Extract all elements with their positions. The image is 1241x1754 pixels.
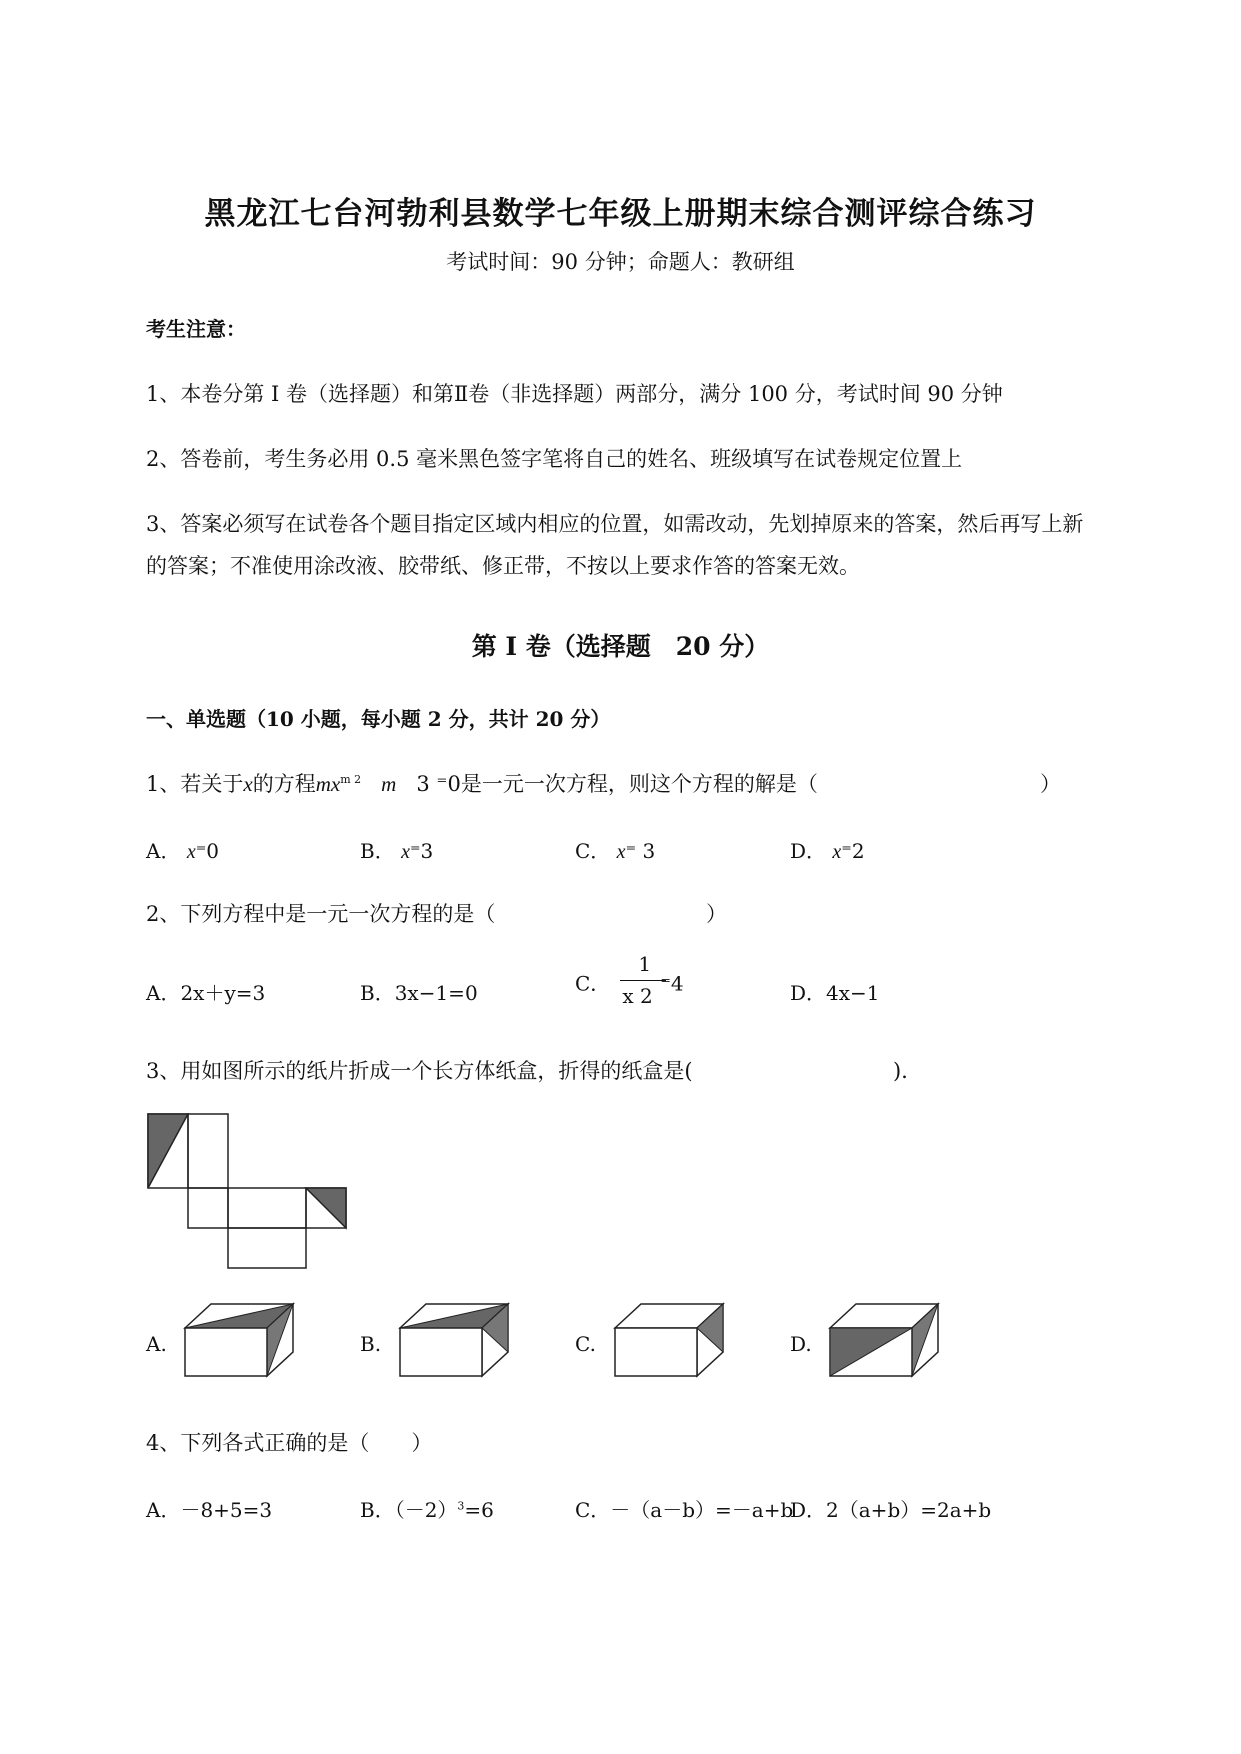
q1-var-x: x: [243, 772, 253, 796]
q4-option-a[interactable]: A．－8+5=3: [146, 1498, 273, 1522]
q1-option-d-letter: D．: [790, 839, 827, 863]
section-title: 第 I 卷（选择题 20 分）: [471, 632, 770, 661]
q1-option-c-var: x: [616, 841, 626, 863]
notice-item-3-line-1: 3、答案必须写在试卷各个题目指定区域内相应的位置，如需改动，先划掉原来的答案，然后再写上新: [146, 512, 1084, 536]
q1-eq-sup: m 2: [340, 773, 362, 786]
q1-option-c-value: ⁼ 3: [625, 839, 656, 863]
q2-close-paren: ）: [706, 902, 727, 926]
part-heading: 一、单选题（10 小题，每小题 2 分，共计 20 分）: [146, 707, 611, 731]
q4-option-b-result: =6: [464, 1498, 494, 1522]
question-4-stem: 4、下列各式正确的是（ ）: [146, 1431, 433, 1455]
q1-option-d-value: ⁼2: [841, 839, 865, 863]
q1-option-a[interactable]: [146, 835, 219, 864]
q1-option-c-letter: C．: [575, 839, 611, 863]
q2-option-c-fraction: [610, 952, 660, 1010]
q1-stem-a: 1、若关于: [146, 772, 244, 796]
q4-option-b-exponent: 3: [457, 1499, 465, 1513]
q4-option-b[interactable]: [360, 1494, 494, 1523]
q3-option-b-label[interactable]: B.: [360, 1332, 382, 1356]
question-3-stem: 3、用如图所示的纸片折成一个长方体纸盒，折得的纸盒是(: [146, 1059, 693, 1083]
q2-option-a[interactable]: A．2x＋y=3: [146, 981, 266, 1005]
q1-option-a-value: ⁼0: [195, 839, 219, 863]
q1-stem-c: 是一元一次方程，则这个方程的解是（: [460, 772, 818, 796]
q3-option-d-label[interactable]: D.: [790, 1332, 812, 1356]
q3-option-d-box[interactable]: [828, 1302, 943, 1378]
q1-option-b-letter: B．: [360, 839, 395, 863]
q3-option-c-label[interactable]: C.: [575, 1332, 596, 1356]
q2-fraction-denominator: x 2: [622, 984, 653, 1008]
q1-option-b[interactable]: [360, 835, 433, 864]
q1-eq-tail: 3 ⁼0: [416, 772, 461, 796]
q3-option-a-label[interactable]: A.: [146, 1332, 167, 1356]
q2-fraction-bar: [620, 980, 666, 981]
q2-fraction-numerator: 1: [638, 952, 652, 976]
q1-option-b-var: x: [401, 841, 410, 863]
q1-close-paren: ）: [1040, 772, 1061, 796]
q3-option-a-box[interactable]: [183, 1302, 298, 1378]
q4-option-b-base: B．（－2）: [360, 1498, 458, 1522]
q1-eq-m: m: [381, 772, 397, 796]
question-1-stem: [146, 768, 818, 798]
q1-option-a-var: x: [186, 841, 196, 863]
q1-option-d[interactable]: [790, 835, 865, 864]
exam-subtitle: 考试时间：90 分钟；命题人：教研组: [446, 250, 795, 274]
q2-option-c[interactable]: [575, 952, 684, 1010]
notice-item-2: 2、答卷前，考生务必用 0.5 毫米黑色签字笔将自己的姓名、班级填写在试卷规定位置上: [146, 447, 963, 471]
q2-option-b[interactable]: B．3x−1=0: [360, 981, 478, 1005]
q1-option-a-letter: A．: [146, 839, 181, 863]
notice-item-1: 1、本卷分第 I 卷（选择题）和第Ⅱ卷（非选择题）两部分，满分 100 分，考试时间 90 分钟: [146, 382, 1003, 406]
q3-option-c-box[interactable]: [613, 1302, 728, 1378]
q1-option-c[interactable]: [575, 835, 655, 864]
q3-close-paren: )．: [893, 1059, 923, 1083]
q3-option-b-box[interactable]: [398, 1302, 513, 1378]
notice-heading: 考生注意：: [146, 317, 246, 341]
q1-option-b-value: ⁼3: [409, 839, 434, 863]
q1-eq-mx: mx: [315, 772, 341, 796]
box-net-figure: [146, 1112, 346, 1272]
q4-option-d[interactable]: D．2（a+b）=2a+b: [790, 1498, 992, 1522]
q2-option-d[interactable]: D．4x−1: [790, 981, 880, 1005]
notice-item-3-line-2: 的答案；不准使用涂改液、胶带纸、修正带，不按以上要求作答的答案无效。: [146, 554, 860, 578]
q2-option-c-value: ⁼4: [660, 971, 684, 996]
q1-option-d-var: x: [832, 841, 842, 863]
exam-title: 黑龙江七台河勃利县数学七年级上册期末综合测评综合练习: [204, 196, 1037, 232]
q4-option-c[interactable]: C．－（a－b）=－a+b: [575, 1498, 794, 1522]
q1-stem-b: 的方程: [252, 772, 316, 796]
question-2-stem: 2、下列方程中是一元一次方程的是（: [146, 902, 496, 926]
q2-option-c-letter: C．: [575, 971, 611, 996]
